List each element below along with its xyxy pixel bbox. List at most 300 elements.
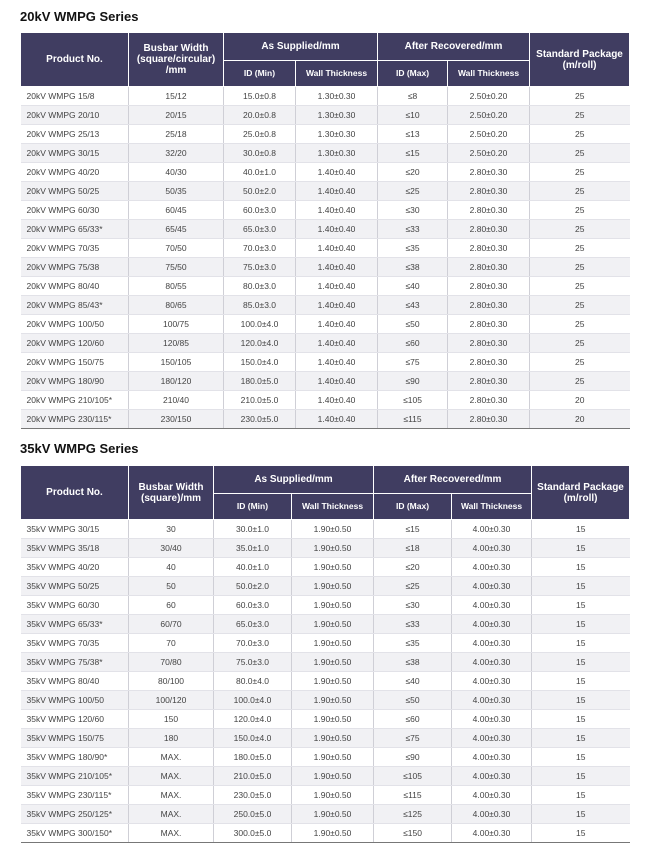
id-min-cell: 65.0±3.0 xyxy=(224,220,296,239)
standard-package-cell: 25 xyxy=(530,334,630,353)
wall-thickness-supplied-cell: 1.40±0.40 xyxy=(296,163,378,182)
wall-thickness-supplied-cell: 1.90±0.50 xyxy=(292,539,374,558)
product-no-cell: 20kV WMPG 20/10 xyxy=(21,106,129,125)
id-max-cell: ≤115 xyxy=(378,410,448,429)
table-row xyxy=(21,296,630,315)
id-min-cell: 230.0±5.0 xyxy=(224,410,296,429)
wall-thickness-supplied-cell: 1.90±0.50 xyxy=(292,748,374,767)
wall-thickness-recovered-cell: 4.00±0.30 xyxy=(452,786,532,805)
product-no-cell: 20kV WMPG 210/105* xyxy=(21,391,129,410)
product-no-cell: 35kV WMPG 230/115* xyxy=(21,786,129,805)
wall-thickness-supplied-cell: 1.90±0.50 xyxy=(292,596,374,615)
id-min-cell: 30.0±0.8 xyxy=(224,144,296,163)
wall-thickness-recovered-cell: 4.00±0.30 xyxy=(452,710,532,729)
product-no-cell: 20kV WMPG 30/15 xyxy=(21,144,129,163)
wall-thickness-recovered-cell: 4.00±0.30 xyxy=(452,805,532,824)
busbar-width-cell: 30/40 xyxy=(129,539,214,558)
id-min-cell: 60.0±3.0 xyxy=(224,201,296,220)
wall-thickness-supplied-cell: 1.30±0.30 xyxy=(296,125,378,144)
product-no-cell: 35kV WMPG 70/35 xyxy=(21,634,129,653)
table-row xyxy=(21,634,630,653)
id-min-cell: 100.0±4.0 xyxy=(214,691,292,710)
product-no-cell: 35kV WMPG 40/20 xyxy=(21,558,129,577)
id-min-cell: 65.0±3.0 xyxy=(214,615,292,634)
busbar-width-cell: 50/35 xyxy=(129,182,224,201)
wall-thickness-recovered-cell: 2.50±0.20 xyxy=(448,87,530,106)
wall-thickness-supplied-cell: 1.90±0.50 xyxy=(292,767,374,786)
table-row xyxy=(21,277,630,296)
wall-thickness-recovered-cell: 4.00±0.30 xyxy=(452,824,532,843)
standard-package-cell: 25 xyxy=(530,353,630,372)
wall-thickness-recovered-cell: 2.80±0.30 xyxy=(448,410,530,429)
busbar-width-cell: 60/70 xyxy=(129,615,214,634)
id-max-cell: ≤15 xyxy=(378,144,448,163)
table-row xyxy=(21,805,630,824)
standard-package-cell: 15 xyxy=(532,520,630,539)
id-min-cell: 150.0±4.0 xyxy=(224,353,296,372)
id-max-cell: ≤33 xyxy=(374,615,452,634)
wall-thickness-supplied-cell: 1.40±0.40 xyxy=(296,239,378,258)
busbar-width-cell: 75/50 xyxy=(129,258,224,277)
id-min-cell: 30.0±1.0 xyxy=(214,520,292,539)
standard-package-cell: 25 xyxy=(530,163,630,182)
wall-thickness-supplied-cell: 1.40±0.40 xyxy=(296,182,378,201)
id-min-cell: 50.0±2.0 xyxy=(224,182,296,201)
product-no-cell: 20kV WMPG 60/30 xyxy=(21,201,129,220)
id-max-cell: ≤35 xyxy=(374,634,452,653)
standard-package-cell: 15 xyxy=(532,672,630,691)
standard-package-cell: 15 xyxy=(532,558,630,577)
header-id-max: ID (Max) xyxy=(378,61,448,87)
busbar-width-cell: 15/12 xyxy=(129,87,224,106)
wall-thickness-supplied-cell: 1.90±0.50 xyxy=(292,805,374,824)
table-row xyxy=(21,596,630,615)
id-min-cell: 180.0±5.0 xyxy=(224,372,296,391)
wall-thickness-supplied-cell: 1.40±0.40 xyxy=(296,353,378,372)
wall-thickness-recovered-cell: 2.80±0.30 xyxy=(448,201,530,220)
wall-thickness-supplied-cell: 1.90±0.50 xyxy=(292,824,374,843)
id-max-cell: ≤13 xyxy=(378,125,448,144)
busbar-width-cell: 80/55 xyxy=(129,277,224,296)
busbar-width-cell: 150/105 xyxy=(129,353,224,372)
wall-thickness-recovered-cell: 2.80±0.30 xyxy=(448,277,530,296)
wall-thickness-supplied-cell: 1.40±0.40 xyxy=(296,372,378,391)
header-as-supplied: As Supplied/mm xyxy=(214,466,374,494)
table-row xyxy=(21,729,630,748)
id-min-cell: 300.0±5.0 xyxy=(214,824,292,843)
table-row xyxy=(21,87,630,106)
id-max-cell: ≤90 xyxy=(378,372,448,391)
table-row xyxy=(21,539,630,558)
header-product-no: Product No. xyxy=(21,466,129,520)
product-no-cell: 35kV WMPG 65/33* xyxy=(21,615,129,634)
id-max-cell: ≤40 xyxy=(378,277,448,296)
product-no-cell: 35kV WMPG 250/125* xyxy=(21,805,129,824)
id-min-cell: 100.0±4.0 xyxy=(224,315,296,334)
product-no-cell: 20kV WMPG 85/43* xyxy=(21,296,129,315)
id-max-cell: ≤15 xyxy=(374,520,452,539)
header-wall-thickness-recovered: Wall Thickness xyxy=(452,494,532,520)
id-min-cell: 70.0±3.0 xyxy=(214,634,292,653)
standard-package-cell: 15 xyxy=(532,634,630,653)
header-wall-thickness-supplied: Wall Thickness xyxy=(292,494,374,520)
table-row xyxy=(21,201,630,220)
table-row xyxy=(21,672,630,691)
wall-thickness-supplied-cell: 1.90±0.50 xyxy=(292,653,374,672)
wall-thickness-supplied-cell: 1.40±0.40 xyxy=(296,410,378,429)
table-row xyxy=(21,220,630,239)
header-id-min: ID (Min) xyxy=(224,61,296,87)
table-row xyxy=(21,710,630,729)
id-max-cell: ≤150 xyxy=(374,824,452,843)
table-row xyxy=(21,391,630,410)
id-max-cell: ≤75 xyxy=(378,353,448,372)
header-wall-thickness-supplied: Wall Thickness xyxy=(296,61,378,87)
wall-thickness-recovered-cell: 4.00±0.30 xyxy=(452,577,532,596)
wall-thickness-supplied-cell: 1.30±0.30 xyxy=(296,144,378,163)
busbar-width-cell: 80/100 xyxy=(129,672,214,691)
standard-package-cell: 25 xyxy=(530,315,630,334)
wall-thickness-recovered-cell: 4.00±0.30 xyxy=(452,539,532,558)
product-no-cell: 20kV WMPG 100/50 xyxy=(21,315,129,334)
wall-thickness-recovered-cell: 2.80±0.30 xyxy=(448,372,530,391)
wall-thickness-supplied-cell: 1.40±0.40 xyxy=(296,391,378,410)
busbar-width-cell: MAX. xyxy=(129,767,214,786)
table-row xyxy=(21,824,630,843)
product-no-cell: 35kV WMPG 80/40 xyxy=(21,672,129,691)
table-row xyxy=(21,748,630,767)
standard-package-cell: 15 xyxy=(532,577,630,596)
busbar-width-cell: 150 xyxy=(129,710,214,729)
table-row xyxy=(21,615,630,634)
table-row xyxy=(21,372,630,391)
id-min-cell: 85.0±3.0 xyxy=(224,296,296,315)
wall-thickness-recovered-cell: 2.80±0.30 xyxy=(448,163,530,182)
standard-package-cell: 15 xyxy=(532,691,630,710)
id-min-cell: 150.0±4.0 xyxy=(214,729,292,748)
standard-package-cell: 25 xyxy=(530,372,630,391)
wall-thickness-recovered-cell: 4.00±0.30 xyxy=(452,691,532,710)
product-no-cell: 20kV WMPG 230/115* xyxy=(21,410,129,429)
id-min-cell: 230.0±5.0 xyxy=(214,786,292,805)
id-max-cell: ≤10 xyxy=(378,106,448,125)
table-row xyxy=(21,163,630,182)
header-after-recovered: After Recovered/mm xyxy=(378,33,530,61)
id-max-cell: ≤50 xyxy=(378,315,448,334)
standard-package-cell: 25 xyxy=(530,201,630,220)
product-no-cell: 20kV WMPG 65/33* xyxy=(21,220,129,239)
header-product-no: Product No. xyxy=(21,33,129,87)
wall-thickness-recovered-cell: 4.00±0.30 xyxy=(452,653,532,672)
standard-package-cell: 15 xyxy=(532,710,630,729)
standard-package-cell: 15 xyxy=(532,653,630,672)
wall-thickness-supplied-cell: 1.40±0.40 xyxy=(296,315,378,334)
id-max-cell: ≤38 xyxy=(378,258,448,277)
wall-thickness-recovered-cell: 2.80±0.30 xyxy=(448,296,530,315)
wall-thickness-recovered-cell: 4.00±0.30 xyxy=(452,558,532,577)
standard-package-cell: 15 xyxy=(532,729,630,748)
id-max-cell: ≤40 xyxy=(374,672,452,691)
wall-thickness-recovered-cell: 2.80±0.30 xyxy=(448,334,530,353)
busbar-width-cell: MAX. xyxy=(129,805,214,824)
product-no-cell: 35kV WMPG 50/25 xyxy=(21,577,129,596)
standard-package-cell: 25 xyxy=(530,125,630,144)
busbar-width-cell: 70/50 xyxy=(129,239,224,258)
wall-thickness-supplied-cell: 1.90±0.50 xyxy=(292,520,374,539)
wall-thickness-supplied-cell: 1.90±0.50 xyxy=(292,710,374,729)
id-max-cell: ≤115 xyxy=(374,786,452,805)
product-no-cell: 35kV WMPG 120/60 xyxy=(21,710,129,729)
standard-package-cell: 15 xyxy=(532,596,630,615)
product-no-cell: 20kV WMPG 80/40 xyxy=(21,277,129,296)
wall-thickness-recovered-cell: 4.00±0.30 xyxy=(452,634,532,653)
id-max-cell: ≤30 xyxy=(378,201,448,220)
table-row xyxy=(21,182,630,201)
id-min-cell: 50.0±2.0 xyxy=(214,577,292,596)
busbar-width-cell: 20/15 xyxy=(129,106,224,125)
wall-thickness-recovered-cell: 2.80±0.30 xyxy=(448,239,530,258)
header-id-min: ID (Min) xyxy=(214,494,292,520)
product-no-cell: 20kV WMPG 70/35 xyxy=(21,239,129,258)
id-max-cell: ≤105 xyxy=(374,767,452,786)
product-no-cell: 20kV WMPG 180/90 xyxy=(21,372,129,391)
table-row xyxy=(21,353,630,372)
standard-package-cell: 25 xyxy=(530,182,630,201)
id-max-cell: ≤20 xyxy=(378,163,448,182)
wall-thickness-recovered-cell: 4.00±0.30 xyxy=(452,767,532,786)
table-row xyxy=(21,410,630,429)
product-no-cell: 35kV WMPG 100/50 xyxy=(21,691,129,710)
id-min-cell: 250.0±5.0 xyxy=(214,805,292,824)
busbar-width-cell: 32/20 xyxy=(129,144,224,163)
table-row xyxy=(21,786,630,805)
product-no-cell: 35kV WMPG 150/75 xyxy=(21,729,129,748)
busbar-width-cell: 80/65 xyxy=(129,296,224,315)
id-min-cell: 60.0±3.0 xyxy=(214,596,292,615)
standard-package-cell: 20 xyxy=(530,410,630,429)
busbar-width-cell: 120/85 xyxy=(129,334,224,353)
standard-package-cell: 15 xyxy=(532,824,630,843)
header-as-supplied: As Supplied/mm xyxy=(224,33,378,61)
standard-package-cell: 25 xyxy=(530,144,630,163)
id-min-cell: 180.0±5.0 xyxy=(214,748,292,767)
standard-package-cell: 25 xyxy=(530,258,630,277)
table-35kv-series xyxy=(20,465,630,843)
table-20kv-body xyxy=(21,87,630,429)
wall-thickness-supplied-cell: 1.90±0.50 xyxy=(292,786,374,805)
header-standard-package: Standard Package (m/roll) xyxy=(530,33,630,87)
id-min-cell: 120.0±4.0 xyxy=(214,710,292,729)
id-max-cell: ≤20 xyxy=(374,558,452,577)
id-max-cell: ≤30 xyxy=(374,596,452,615)
id-max-cell: ≤25 xyxy=(378,182,448,201)
wall-thickness-recovered-cell: 4.00±0.30 xyxy=(452,672,532,691)
busbar-width-cell: 70/80 xyxy=(129,653,214,672)
id-max-cell: ≤60 xyxy=(378,334,448,353)
wall-thickness-supplied-cell: 1.40±0.40 xyxy=(296,277,378,296)
product-no-cell: 35kV WMPG 300/150* xyxy=(21,824,129,843)
table-row xyxy=(21,334,630,353)
product-no-cell: 35kV WMPG 180/90* xyxy=(21,748,129,767)
id-min-cell: 210.0±5.0 xyxy=(224,391,296,410)
product-no-cell: 35kV WMPG 60/30 xyxy=(21,596,129,615)
product-no-cell: 35kV WMPG 75/38* xyxy=(21,653,129,672)
wall-thickness-supplied-cell: 1.90±0.50 xyxy=(292,577,374,596)
id-min-cell: 210.0±5.0 xyxy=(214,767,292,786)
wall-thickness-recovered-cell: 4.00±0.30 xyxy=(452,596,532,615)
wall-thickness-recovered-cell: 2.80±0.30 xyxy=(448,315,530,334)
header-id-max: ID (Max) xyxy=(374,494,452,520)
header-busbar-width: Busbar Width (square)/mm xyxy=(129,466,214,520)
busbar-width-cell: 60/45 xyxy=(129,201,224,220)
wall-thickness-supplied-cell: 1.40±0.40 xyxy=(296,334,378,353)
busbar-width-cell: 65/45 xyxy=(129,220,224,239)
table-row xyxy=(21,106,630,125)
table-row xyxy=(21,125,630,144)
standard-package-cell: 15 xyxy=(532,767,630,786)
id-min-cell: 20.0±0.8 xyxy=(224,106,296,125)
wall-thickness-recovered-cell: 4.00±0.30 xyxy=(452,520,532,539)
wall-thickness-supplied-cell: 1.90±0.50 xyxy=(292,558,374,577)
product-no-cell: 20kV WMPG 50/25 xyxy=(21,182,129,201)
wall-thickness-supplied-cell: 1.40±0.40 xyxy=(296,220,378,239)
id-min-cell: 40.0±1.0 xyxy=(224,163,296,182)
id-max-cell: ≤43 xyxy=(378,296,448,315)
busbar-width-cell: 30 xyxy=(129,520,214,539)
id-max-cell: ≤125 xyxy=(374,805,452,824)
table-row xyxy=(21,577,630,596)
standard-package-cell: 25 xyxy=(530,87,630,106)
standard-package-cell: 15 xyxy=(532,748,630,767)
id-max-cell: ≤18 xyxy=(374,539,452,558)
id-max-cell: ≤60 xyxy=(374,710,452,729)
busbar-width-cell: 60 xyxy=(129,596,214,615)
standard-package-cell: 25 xyxy=(530,106,630,125)
id-max-cell: ≤105 xyxy=(378,391,448,410)
wall-thickness-recovered-cell: 2.80±0.30 xyxy=(448,353,530,372)
id-max-cell: ≤50 xyxy=(374,691,452,710)
id-min-cell: 75.0±3.0 xyxy=(224,258,296,277)
wall-thickness-recovered-cell: 4.00±0.30 xyxy=(452,748,532,767)
header-after-recovered: After Recovered/mm xyxy=(374,466,532,494)
id-max-cell: ≤25 xyxy=(374,577,452,596)
product-no-cell: 20kV WMPG 25/13 xyxy=(21,125,129,144)
id-max-cell: ≤75 xyxy=(374,729,452,748)
id-min-cell: 75.0±3.0 xyxy=(214,653,292,672)
wall-thickness-supplied-cell: 1.30±0.30 xyxy=(296,106,378,125)
standard-package-cell: 25 xyxy=(530,239,630,258)
id-max-cell: ≤35 xyxy=(378,239,448,258)
table-row xyxy=(21,258,630,277)
series-20kv-title: 20kV WMPG Series xyxy=(20,9,139,24)
wall-thickness-supplied-cell: 1.90±0.50 xyxy=(292,615,374,634)
wall-thickness-recovered-cell: 2.50±0.20 xyxy=(448,125,530,144)
wall-thickness-supplied-cell: 1.90±0.50 xyxy=(292,729,374,748)
standard-package-cell: 20 xyxy=(530,391,630,410)
wall-thickness-recovered-cell: 2.80±0.30 xyxy=(448,182,530,201)
busbar-width-cell: 50 xyxy=(129,577,214,596)
wall-thickness-supplied-cell: 1.40±0.40 xyxy=(296,201,378,220)
table-row xyxy=(21,767,630,786)
standard-package-cell: 25 xyxy=(530,220,630,239)
wall-thickness-supplied-cell: 1.90±0.50 xyxy=(292,691,374,710)
standard-package-cell: 15 xyxy=(532,539,630,558)
wall-thickness-supplied-cell: 1.40±0.40 xyxy=(296,296,378,315)
wall-thickness-recovered-cell: 2.80±0.30 xyxy=(448,220,530,239)
product-no-cell: 20kV WMPG 120/60 xyxy=(21,334,129,353)
wall-thickness-recovered-cell: 2.80±0.30 xyxy=(448,258,530,277)
id-min-cell: 25.0±0.8 xyxy=(224,125,296,144)
product-no-cell: 20kV WMPG 75/38 xyxy=(21,258,129,277)
table-35kv-body xyxy=(21,520,630,843)
table-row xyxy=(21,691,630,710)
busbar-width-cell: 180 xyxy=(129,729,214,748)
wall-thickness-recovered-cell: 2.80±0.30 xyxy=(448,391,530,410)
busbar-width-cell: MAX. xyxy=(129,824,214,843)
id-min-cell: 70.0±3.0 xyxy=(224,239,296,258)
id-min-cell: 35.0±1.0 xyxy=(214,539,292,558)
header-wall-thickness-recovered: Wall Thickness xyxy=(448,61,530,87)
busbar-width-cell: 230/150 xyxy=(129,410,224,429)
table-row xyxy=(21,653,630,672)
busbar-width-cell: 25/18 xyxy=(129,125,224,144)
id-max-cell: ≤33 xyxy=(378,220,448,239)
wall-thickness-recovered-cell: 4.00±0.30 xyxy=(452,615,532,634)
product-no-cell: 35kV WMPG 210/105* xyxy=(21,767,129,786)
busbar-width-cell: 40/30 xyxy=(129,163,224,182)
table-row xyxy=(21,558,630,577)
wall-thickness-recovered-cell: 2.50±0.20 xyxy=(448,144,530,163)
table-row xyxy=(21,520,630,539)
id-min-cell: 120.0±4.0 xyxy=(224,334,296,353)
table-20kv-series xyxy=(20,32,630,429)
busbar-width-cell: MAX. xyxy=(129,748,214,767)
busbar-width-cell: MAX. xyxy=(129,786,214,805)
table-row xyxy=(21,315,630,334)
product-no-cell: 35kV WMPG 30/15 xyxy=(21,520,129,539)
table-row xyxy=(21,239,630,258)
busbar-width-cell: 70 xyxy=(129,634,214,653)
busbar-width-cell: 100/75 xyxy=(129,315,224,334)
id-max-cell: ≤38 xyxy=(374,653,452,672)
standard-package-cell: 25 xyxy=(530,277,630,296)
standard-package-cell: 15 xyxy=(532,615,630,634)
id-min-cell: 80.0±4.0 xyxy=(214,672,292,691)
wall-thickness-supplied-cell: 1.90±0.50 xyxy=(292,672,374,691)
busbar-width-cell: 40 xyxy=(129,558,214,577)
busbar-width-cell: 100/120 xyxy=(129,691,214,710)
wall-thickness-supplied-cell: 1.40±0.40 xyxy=(296,258,378,277)
product-no-cell: 35kV WMPG 35/18 xyxy=(21,539,129,558)
standard-package-cell: 15 xyxy=(532,786,630,805)
busbar-width-cell: 210/40 xyxy=(129,391,224,410)
id-min-cell: 15.0±0.8 xyxy=(224,87,296,106)
wall-thickness-supplied-cell: 1.30±0.30 xyxy=(296,87,378,106)
wall-thickness-supplied-cell: 1.90±0.50 xyxy=(292,634,374,653)
id-max-cell: ≤8 xyxy=(378,87,448,106)
busbar-width-cell: 180/120 xyxy=(129,372,224,391)
id-min-cell: 40.0±1.0 xyxy=(214,558,292,577)
standard-package-cell: 15 xyxy=(532,805,630,824)
series-35kv-title: 35kV WMPG Series xyxy=(20,441,139,456)
id-min-cell: 80.0±3.0 xyxy=(224,277,296,296)
wall-thickness-recovered-cell: 4.00±0.30 xyxy=(452,729,532,748)
wall-thickness-recovered-cell: 2.50±0.20 xyxy=(448,106,530,125)
product-no-cell: 20kV WMPG 150/75 xyxy=(21,353,129,372)
standard-package-cell: 25 xyxy=(530,296,630,315)
id-max-cell: ≤90 xyxy=(374,748,452,767)
product-no-cell: 20kV WMPG 40/20 xyxy=(21,163,129,182)
